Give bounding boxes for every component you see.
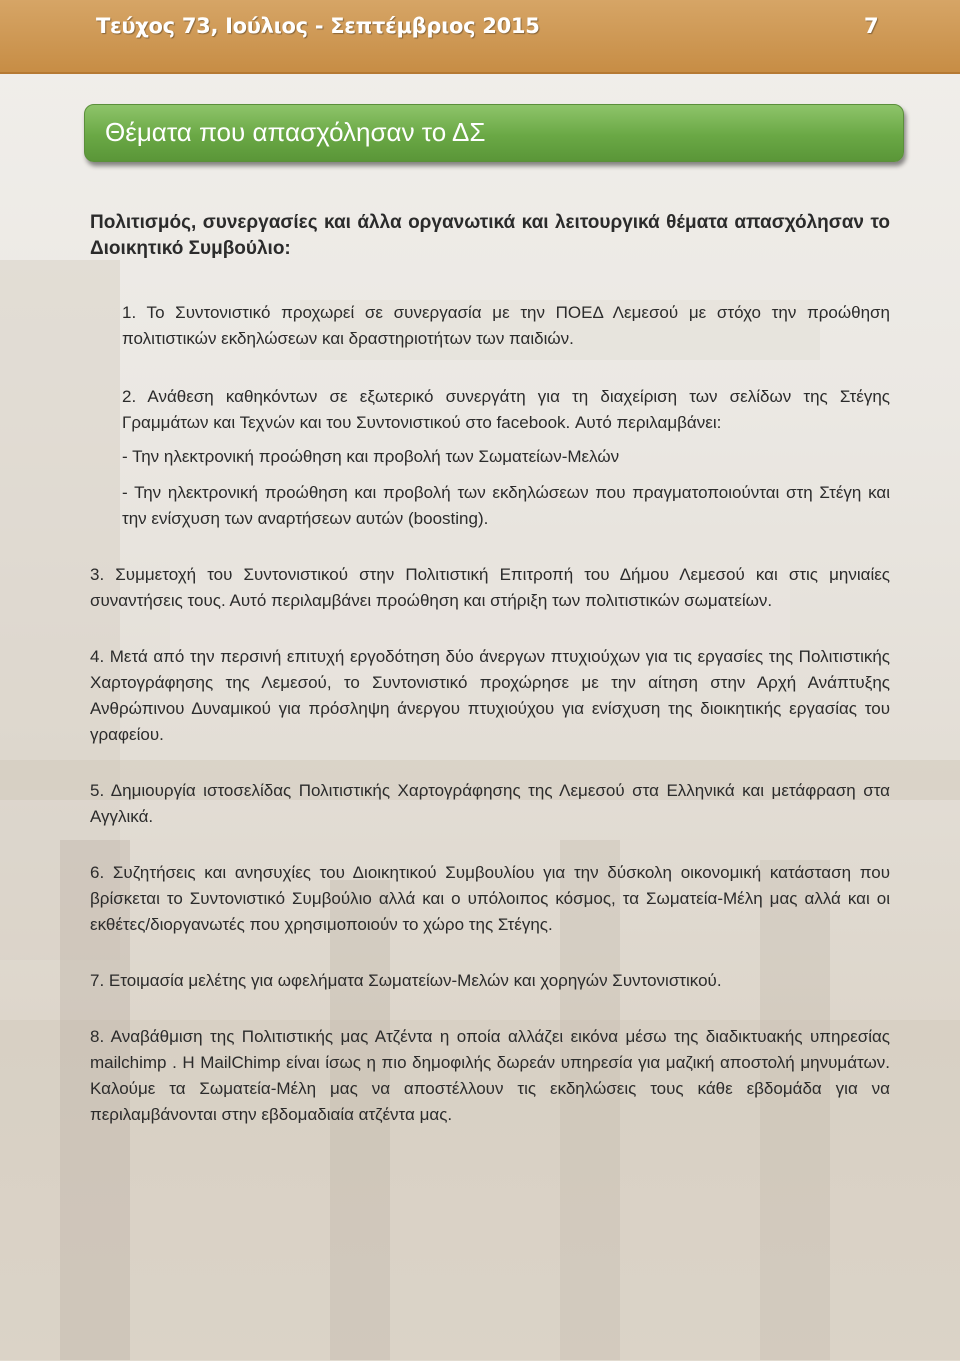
list-item-5: 5. Δημιουργία ιστοσελίδας Πολιτιστικής Χαρτογράφησης της Λεμεσού στα Ελληνικά και μετάφραση στα Αγγλικά. [90, 781, 890, 826]
article-body [90, 210, 890, 1128]
list-item-7: 7. Ετοιμασία μελέτης για ωφελήματα Σωματείων-Μελών και χορηγών Συντονιστικού. [90, 971, 722, 990]
list-item-2-sub-2: - Την ηλεκτρονική προώθηση και προβολή των εκδηλώσεων που πραγματοποιούνται στη Στέγη και την ενίσχυση των αναρτήσεων αυτών (boosting). [122, 483, 890, 528]
list-item-4: 4. Μετά από την περσινή επιτυχή εργοδότηση δύο άνεργων πτυχιούχων για τις εργασίες της Πολιτιστικής Χαρτογράφησης της Λεμεσού, το Συντονιστικό προχώρησε με την αίτηση στην Αρχή Ανάπτυξης Ανθρώπινου Δυναμικού για πρόσληψη άνεργου πτυχιούχου για ενίσχυση της διοικητικής εργασίας του γραφείου. [90, 647, 890, 744]
page-number: 7 [864, 14, 879, 38]
section-banner [84, 104, 904, 162]
page-header [0, 0, 960, 74]
list-item-2: 2. Ανάθεση καθηκόντων σε εξωτερικό συνεργάτη για τη διαχείριση των σελίδων της Στέγης Γραμμάτων και Τεχνών και του Συντονιστικού στο facebook. Αυτό περιλαμβάνει: [122, 387, 891, 432]
list-item-6: 6. Συζητήσεις και ανησυχίες του Διοικητικού Συμβουλίου για την δύσκολη οικονομική κατάσταση που βρίσκεται το Συντονιστικό Συμβούλιο αλλά και ο υπόλοιπος κόσμος, τα Σωματεία-Μέλη μας αλλά και οι εκθέτες/διοργανωτές που χρησιμοποιούν το χώρο της Στέγης. [90, 863, 891, 934]
list-item-1: 1. Το Συντονιστικό προχωρεί σε συνεργασία με την ΠΟΕΔ Λεμεσού με στόχο την προώθηση πολιτιστικών εκδηλώσεων και δραστηριοτήτων των παιδιών. [122, 303, 890, 348]
section-title: Θέματα που απασχόλησαν το ΔΣ [105, 117, 486, 147]
list-item-8: 8. Αναβάθμιση της Πολιτιστικής μας Ατζέντα η οποία αλλάζει εικόνα μέσω της διαδικτυακής υπηρεσίας mailchimp . Η MailChimp είναι ίσως η πιο δημοφιλής δωρεάν υπηρεσία για μαζική αποστολή μηνυμάτων. Καλούμε τα Σωματεία-Μέλη μας να αποστέλλουν τις εκδηλώσεις τους κάθε εβδομάδα για να περιλαμβάνονται στην εβδομαδιαία ατζέντα μας. [90, 1027, 890, 1124]
issue-title: Τεύχος 73, Ιούλιος - Σεπτέμβριος 2015 [96, 14, 540, 38]
list-item-2-sub-1: - Την ηλεκτρονική προώθηση και προβολή των Σωματείων-Μελών [122, 447, 620, 466]
intro-heading: Πολιτισμός, συνεργασίες και άλλα οργανωτικά και λειτουργικά θέματα απασχόλησαν το Διοικητικό Συμβούλιο: [90, 212, 890, 259]
list-item-3: 3. Συμμετοχή του Συντονιστικού στην Πολιτιστική Επιτροπή του Δήμου Λεμεσού και στις μηνιαίες συναντήσεις τους. Αυτό περιλαμβάνει προώθηση και στήριξη των πολιτιστικών σωματείων. [90, 565, 890, 610]
